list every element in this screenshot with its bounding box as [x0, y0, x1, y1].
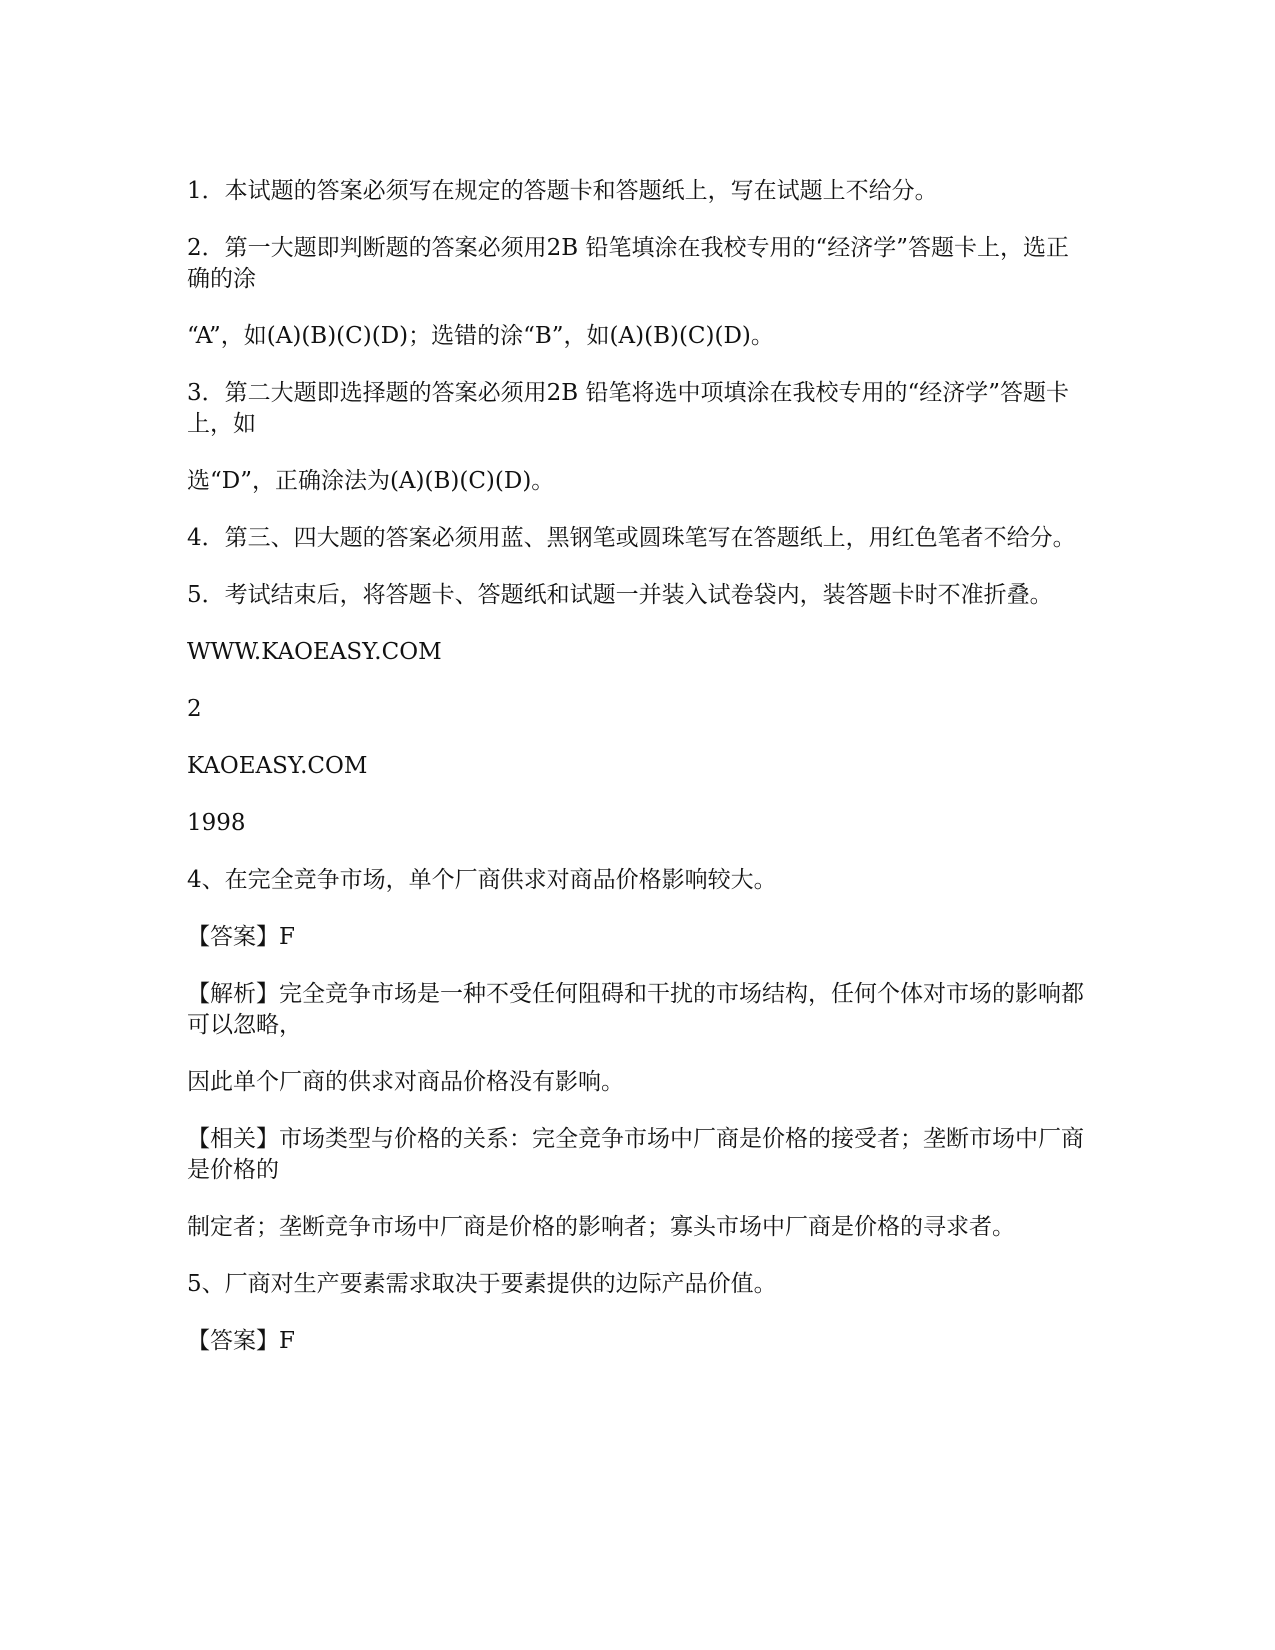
related-4: 【相关】市场类型与价格的关系：完全竞争市场中厂商是价格的接受者；垄断市场中厂商是价格的 — [187, 1126, 1084, 1183]
site-name: KAOEASY.COM — [187, 753, 368, 779]
exam-year: 1998 — [187, 810, 246, 836]
instruction-4: 4．第三、四大题的答案必须用蓝、黑钢笔或圆珠笔写在答题纸上，用红色笔者不给分。 — [187, 525, 1076, 551]
document-body — [187, 176, 1087, 1383]
instruction-3: 3．第二大题即选择题的答案必须用2B 铅笔将选中项填涂在我校专用的“经济学”答题卡上，如 — [187, 380, 1069, 437]
answer-5: 【答案】F — [187, 1328, 295, 1354]
analysis-4: 【解析】完全竞争市场是一种不受任何阻碍和干扰的市场结构，任何个体对市场的影响都可以忽略， — [187, 981, 1084, 1038]
instruction-2: 2．第一大题即判断题的答案必须用2B 铅笔填涂在我校专用的“经济学”答题卡上，选正确的涂 — [187, 235, 1069, 292]
answer-4: 【答案】F — [187, 924, 295, 950]
page-number: 2 — [187, 696, 202, 722]
website-url: WWW.KAOEASY.COM — [187, 639, 442, 665]
question-4: 4、在完全竞争市场，单个厂商供求对商品价格影响较大。 — [187, 867, 777, 893]
question-5: 5、厂商对生产要素需求取决于要素提供的边际产品价值。 — [187, 1271, 777, 1297]
instruction-5: 5．考试结束后，将答题卡、答题纸和试题一并装入试卷袋内，装答题卡时不准折叠。 — [187, 582, 1053, 608]
instruction-1: 1．本试题的答案必须写在规定的答题卡和答题纸上，写在试题上不给分。 — [187, 178, 938, 204]
analysis-4-continued: 因此单个厂商的供求对商品价格没有影响。 — [187, 1069, 624, 1095]
instruction-3-continued: 选“D”，正确涂法为(A)(B)(C)(D)。 — [187, 468, 555, 494]
instruction-2-continued: “A”，如(A)(B)(C)(D)；选错的涂“B”，如(A)(B)(C)(D)。 — [187, 323, 774, 349]
related-4-continued: 制定者；垄断竞争市场中厂商是价格的影响者；寡头市场中厂商是价格的寻求者。 — [187, 1214, 1015, 1240]
